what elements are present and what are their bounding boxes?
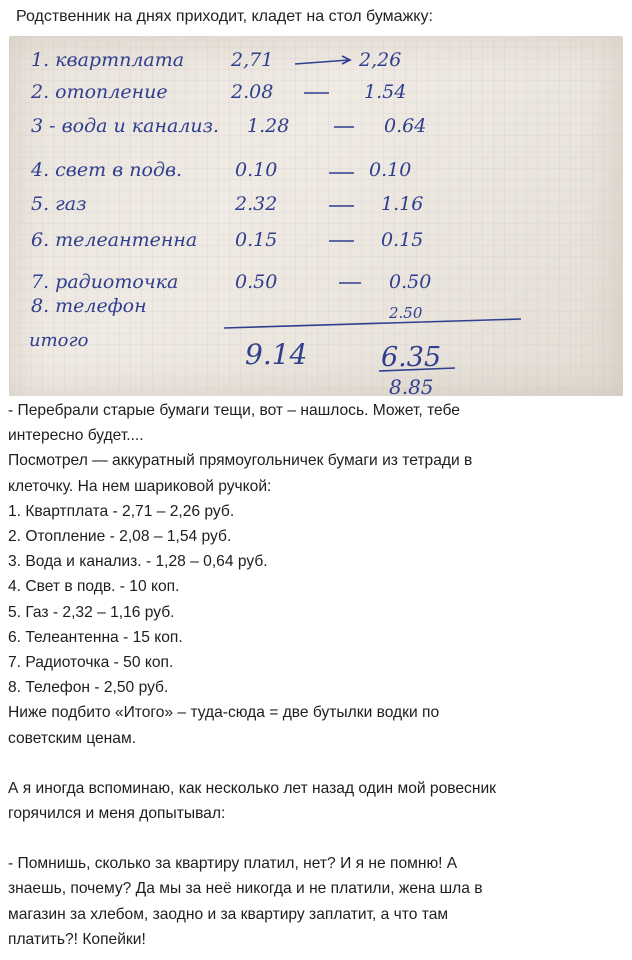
note-row-value-1: 1.28 bbox=[247, 115, 290, 137]
note-row-value-1: 0.50 bbox=[235, 271, 278, 293]
article-line: 4. Свет в подв. - 10 коп. bbox=[8, 578, 180, 596]
article-line: горячился и меня допытывал: bbox=[8, 805, 226, 823]
note-row-value-1: 0.10 bbox=[235, 159, 278, 181]
article-line: советским ценам. bbox=[8, 729, 137, 747]
article-line: 6. Телеантенна - 15 коп. bbox=[8, 628, 183, 646]
note-row-value-2: 0.64 bbox=[384, 115, 427, 137]
note-row-value-1: 2,71 bbox=[231, 49, 274, 71]
note-row-label: 1. квартплата bbox=[31, 49, 185, 71]
article-line: платить?! Копейки! bbox=[8, 930, 146, 948]
article-line: магазин за хлебом, заодно и за квартиру заплатит, а что там bbox=[8, 905, 449, 923]
note-row-value-2: 0.15 bbox=[381, 229, 424, 251]
article-line: клеточку. На нем шариковой ручкой: bbox=[8, 477, 272, 495]
note-row-label: 3 - вода и канализ. bbox=[31, 115, 220, 137]
article-line: 5. Газ - 2,32 – 1,16 руб. bbox=[8, 603, 175, 621]
article-line: - Помнишь, сколько за квартиру платил, нет? И я не помню! А bbox=[8, 855, 458, 873]
article-line: 3. Вода и канализ. - 1,28 – 0,64 руб. bbox=[8, 553, 268, 571]
note-row-label: 4. свет в подв. bbox=[31, 159, 183, 181]
article-line: знаешь, почему? Да мы за неё никогда и не платили, жена шла в bbox=[8, 880, 483, 898]
article-line: 1. Квартплата - 2,71 – 2,26 руб. bbox=[8, 502, 235, 520]
article-line: интересно будет.... bbox=[8, 427, 144, 445]
note-row-label: 8. телефон bbox=[31, 295, 147, 317]
article-line: Посмотрел — аккуратный прямоугольничек бумаги из тетради в bbox=[8, 452, 473, 470]
note-row-value-2: 0.10 bbox=[369, 159, 412, 181]
post-caption: Родственник на днях приходит, кладет на стол бумажку: bbox=[16, 8, 433, 25]
note-row-value-2: 1.54 bbox=[364, 81, 407, 103]
article-text bbox=[8, 398, 618, 952]
note-row-value-2: 2.50 bbox=[389, 304, 423, 322]
note-drawing bbox=[9, 36, 623, 396]
note-row-label: 2. отопление bbox=[31, 81, 168, 103]
article-line: Ниже подбито «Итого» – туда-сюда = две бутылки водки по bbox=[8, 704, 440, 722]
paragraph-gap bbox=[8, 751, 618, 776]
article-line: 8. Телефон - 2,50 руб. bbox=[8, 679, 169, 697]
handwritten-note-photo bbox=[9, 36, 623, 396]
note-row-value-2: 2,26 bbox=[359, 49, 402, 71]
note-row-label: 5. газ bbox=[31, 193, 87, 215]
article-line: 7. Радиоточка - 50 коп. bbox=[8, 654, 174, 672]
total-3: 8.85 bbox=[389, 375, 434, 396]
note-row-value-1: 2.32 bbox=[235, 193, 278, 215]
note-row-value-1: 0.15 bbox=[235, 229, 278, 251]
total-1: 9.14 bbox=[245, 338, 308, 371]
article-line: А я иногда вспоминаю, как несколько лет назад один мой ровесник bbox=[8, 779, 496, 797]
total-2: 6.35 bbox=[381, 342, 442, 373]
total-label: итого bbox=[29, 330, 89, 351]
note-row-value-1: 2.08 bbox=[231, 81, 274, 103]
note-row-label: 7. радиоточка bbox=[31, 271, 179, 293]
article-line: - Перебрали старые бумаги тещи, вот – нашлось. Может, тебе bbox=[8, 402, 460, 419]
article-line: 2. Отопление - 2,08 – 1,54 руб. bbox=[8, 528, 232, 546]
note-row-value-2: 0.50 bbox=[389, 271, 432, 293]
note-row-value-2: 1.16 bbox=[381, 193, 424, 215]
note-row-label: 6. телеантенна bbox=[31, 229, 198, 251]
paragraph-gap bbox=[8, 826, 618, 851]
